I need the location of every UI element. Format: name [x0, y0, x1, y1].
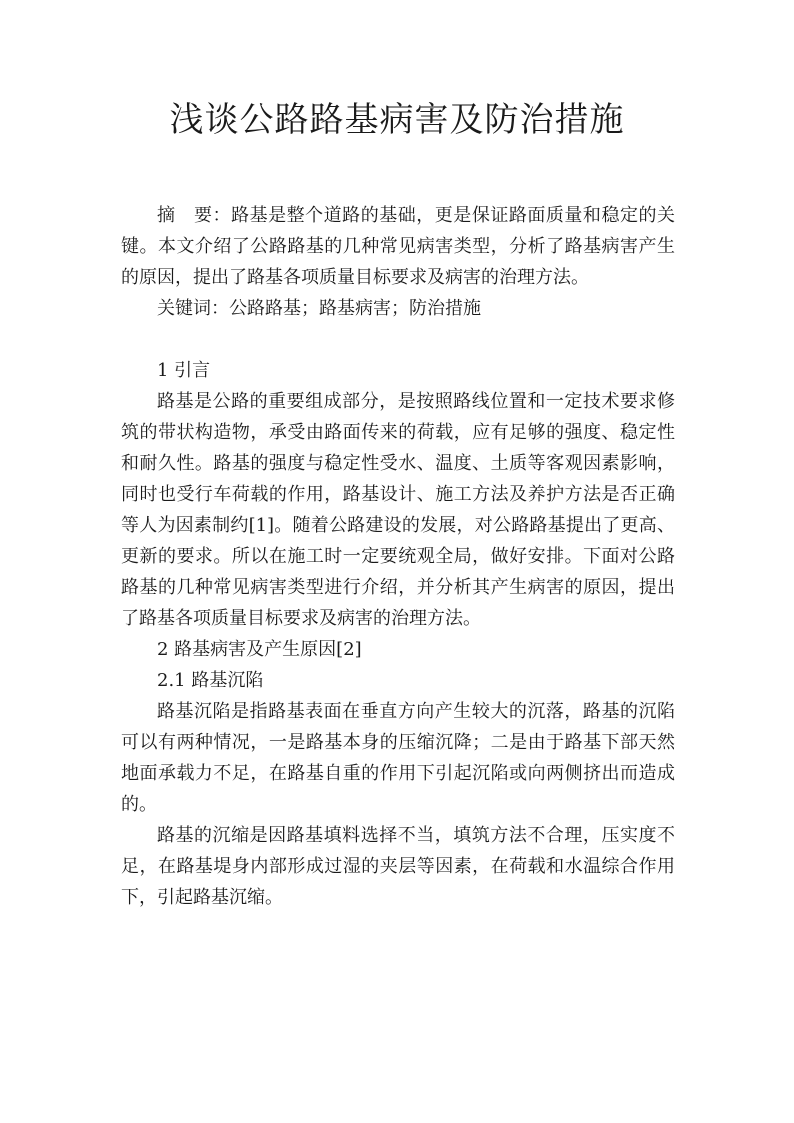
subsection-heading-subgrade-settlement: 2.1 路基沉陷	[157, 670, 264, 691]
section-heading-introduction: 1 引言	[157, 360, 211, 381]
introduction-paragraph: 路基是公路的重要组成部分，是按照路线位置和一定技术要求修筑的带状构造物，承受由路面传来的荷载，应有足够的强度、稳定性和耐久性。路基的强度与稳定性受水、温度、土质等客观因素影响，同时也受行车荷载的作用，路基设计、施工方法及养护方法是否正确等人为因素制约[1]。随着公路建设的发展，对公路路基提出了更高、更新的要求。所以在施工时一定要统观全局，做好安排。下面对公路路基的几种常见病害类型进行介绍，并分析其产生病害的原因，提出了路基各项质量目标要求及病害的治理方法。	[121, 391, 675, 629]
document-title: 浅谈公路路基病害及防治措施	[169, 100, 625, 140]
settlement-paragraph-2: 路基的沉缩是因路基填料选择不当，填筑方法不合理，压实度不足，在路基堤身内部形成过湿的夹层等因素，在荷载和水温综合作用下，引起路基沉缩。	[121, 825, 675, 908]
abstract-paragraph: 摘 要：路基是整个道路的基础，更是保证路面质量和稳定的关键。本文介绍了公路路基的几种常见病害类型，分析了路基病害产生的原因，提出了路基各项质量目标要求及病害的治理方法。	[121, 205, 675, 288]
section-gap	[121, 324, 675, 355]
keywords-line: 关键词：公路路基；路基病害；防治措施	[157, 298, 481, 319]
settlement-paragraph-1: 路基沉陷是指路基表面在垂直方向产生较大的沉落，路基的沉陷可以有两种情况，一是路基本身的压缩沉降；二是由于路基下部天然地面承载力不足，在路基自重的作用下引起沉陷或向两侧挤出而造成的。	[121, 701, 675, 815]
document-body	[121, 200, 675, 913]
section-heading-subgrade-defects: 2 路基病害及产生原因[2]	[157, 639, 362, 660]
